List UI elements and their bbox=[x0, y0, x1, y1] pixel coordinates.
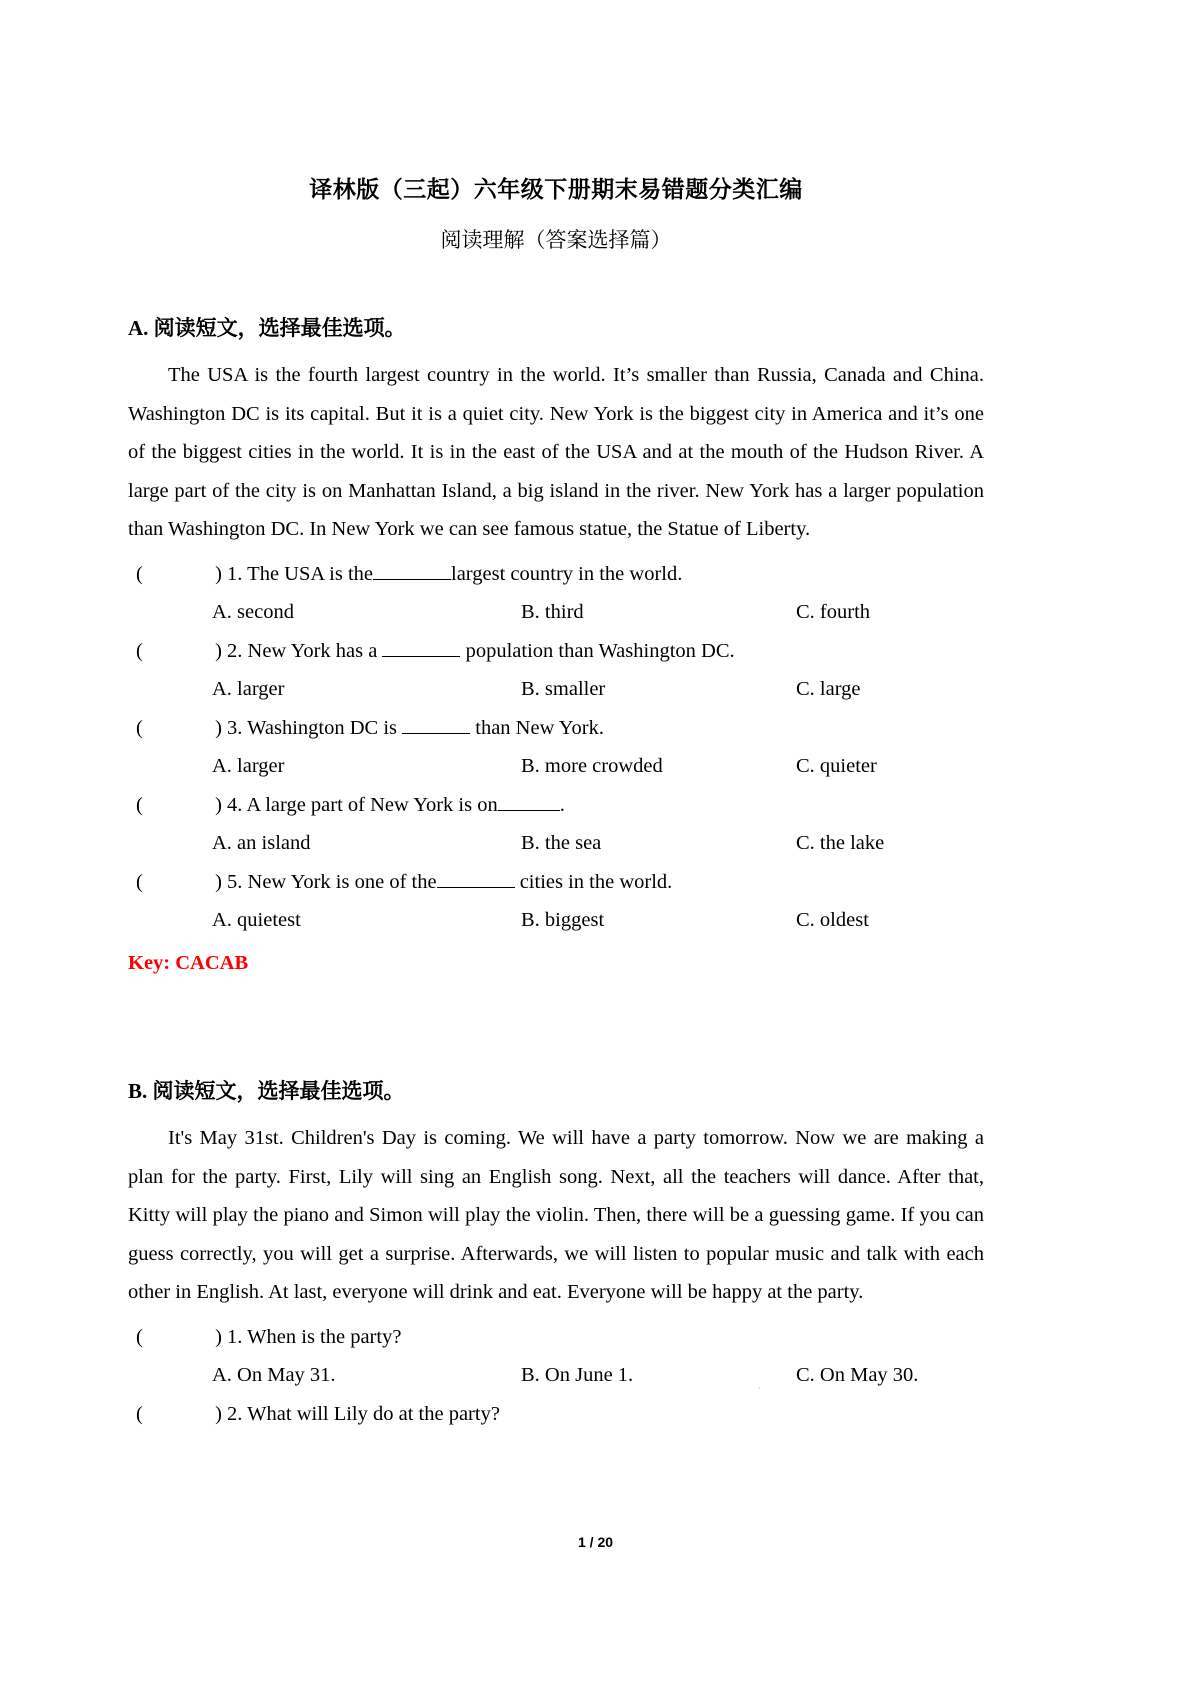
answer-paren-close: ) bbox=[215, 639, 222, 662]
answer-paren-close: ) bbox=[215, 1402, 222, 1425]
option-b[interactable]: B. On June 1. bbox=[521, 1364, 634, 1387]
option-b[interactable]: B. biggest bbox=[521, 909, 605, 932]
question-number: 4. bbox=[227, 793, 243, 816]
question-row bbox=[128, 709, 984, 748]
option-a[interactable]: A. quietest bbox=[212, 909, 301, 932]
question-text-post: cities in the world. bbox=[514, 870, 673, 893]
section-a-marker: A. bbox=[128, 315, 149, 340]
option-a[interactable]: A. larger bbox=[212, 678, 285, 701]
answer-paren-open: ( bbox=[136, 1325, 143, 1348]
option-c[interactable]: C. fourth bbox=[796, 601, 871, 624]
question-text-post: . bbox=[559, 793, 565, 816]
question-text-pre: Washington DC is bbox=[247, 716, 397, 739]
options-row bbox=[128, 593, 984, 632]
fill-blank bbox=[498, 792, 560, 811]
answer-paren-open: ( bbox=[136, 716, 143, 739]
question-text-pre: The USA is the bbox=[247, 562, 374, 585]
option-b[interactable]: B. smaller bbox=[521, 678, 606, 701]
section-a-passage: The USA is the fourth largest country in the world. It’s smaller than Russia, Canada and China. Washington DC is its capital. But it is a quiet city. New York is the biggest city in America and it’s one of the biggest cities in the world. It is in the east of the USA and at the mouth of the Hudson River. A large part of the city is on Manhattan Island, a big island in the river. New York has a larger population than Washington DC. In New York we can see famous statue, the Statue of Liberty. bbox=[128, 364, 984, 541]
page-number: 1 / 20 bbox=[577, 1534, 614, 1550]
answer-paren-open: ( bbox=[136, 562, 143, 585]
option-b[interactable]: B. third bbox=[521, 601, 584, 624]
page-content bbox=[128, 0, 984, 1433]
question-row bbox=[128, 786, 984, 825]
question-text-pre: When is the party? bbox=[247, 1325, 402, 1348]
option-c[interactable]: C. quieter bbox=[796, 755, 877, 778]
option-b[interactable]: B. the sea bbox=[521, 832, 602, 855]
fill-blank bbox=[382, 638, 460, 657]
answer-paren-open: ( bbox=[136, 1402, 143, 1425]
answer-key: Key: CACAB bbox=[128, 951, 249, 974]
question-number: 3. bbox=[227, 716, 243, 739]
option-c[interactable]: C. On May 30. bbox=[796, 1364, 919, 1387]
option-a[interactable]: A. larger bbox=[212, 755, 285, 778]
options-row bbox=[128, 747, 984, 786]
document-subtitle: 阅读理解（答案选择篇） bbox=[440, 227, 672, 252]
answer-paren-open: ( bbox=[136, 870, 143, 893]
answer-paren-open: ( bbox=[136, 639, 143, 662]
question-number: 5. bbox=[227, 870, 243, 893]
section-b-marker: B. bbox=[128, 1079, 148, 1104]
document-title: 译林版（三起）六年级下册期末易错题分类汇编 bbox=[309, 177, 803, 202]
question-number: 1. bbox=[227, 562, 243, 585]
fill-blank bbox=[402, 715, 470, 734]
options-row bbox=[128, 670, 984, 709]
section-spacer bbox=[128, 982, 984, 1016]
question-row bbox=[128, 1318, 984, 1357]
answer-paren-open: ( bbox=[136, 793, 143, 816]
option-a[interactable]: A. On May 31. bbox=[212, 1364, 336, 1387]
question-text-pre: New York has a bbox=[247, 639, 378, 662]
page-footer bbox=[0, 1534, 1191, 1550]
question-row bbox=[128, 632, 984, 671]
question-text-post: population than Washington DC. bbox=[460, 639, 735, 662]
question-text-post: largest country in the world. bbox=[451, 562, 683, 585]
question-number: 1. bbox=[227, 1325, 243, 1348]
question-text-post: than New York. bbox=[470, 716, 604, 739]
option-c[interactable]: C. oldest bbox=[796, 909, 869, 932]
option-c[interactable]: C. the lake bbox=[796, 832, 885, 855]
question-text-pre: A large part of New York is on bbox=[246, 793, 498, 816]
option-a[interactable]: A. an island bbox=[212, 832, 311, 855]
question-text-pre: New York is one of the bbox=[247, 870, 437, 893]
section-a-heading bbox=[128, 315, 984, 342]
section-a-question-list bbox=[128, 555, 984, 940]
answer-paren-close: ) bbox=[215, 716, 222, 739]
question-number: 2. bbox=[227, 639, 243, 662]
fill-blank bbox=[373, 561, 451, 580]
question-row bbox=[128, 863, 984, 902]
answer-paren-close: ) bbox=[215, 793, 222, 816]
question-row bbox=[128, 555, 984, 594]
stray-dot-artifact: · bbox=[758, 1384, 761, 1394]
options-row bbox=[128, 901, 984, 940]
question-row bbox=[128, 1395, 984, 1434]
question-number: 2. bbox=[227, 1402, 243, 1425]
section-a-heading-text: 阅读短文，选择最佳选项。 bbox=[153, 315, 406, 340]
question-text-pre: What will Lily do at the party? bbox=[247, 1402, 500, 1425]
fill-blank bbox=[437, 869, 515, 888]
answer-paren-close: ) bbox=[215, 562, 222, 585]
answer-paren-close: ) bbox=[215, 870, 222, 893]
answer-paren-close: ) bbox=[215, 1325, 222, 1348]
option-a[interactable]: A. second bbox=[212, 601, 294, 624]
section-b-question-list bbox=[128, 1318, 984, 1434]
options-row bbox=[128, 1356, 984, 1395]
option-b[interactable]: B. more crowded bbox=[521, 755, 663, 778]
option-c[interactable]: C. large bbox=[796, 678, 861, 701]
options-row bbox=[128, 824, 984, 863]
section-b-heading bbox=[128, 1078, 984, 1105]
section-b-heading-text: 阅读短文，选择最佳选项。 bbox=[152, 1079, 405, 1104]
section-b-passage: It's May 31st. Children's Day is coming. We will have a party tomorrow. Now we are making a plan for the party. First, Lily will sing an English song. Next, all the teachers will dance. After that, Kitty will play the piano and Simon will play the violin. Then, there will be a guessing game. If you can guess correctly, you will get a surprise. Afterwards, we will listen to popular music and talk with each other in English. At last, everyone will drink and eat. Everyone will be happy at the party. bbox=[128, 1127, 984, 1304]
